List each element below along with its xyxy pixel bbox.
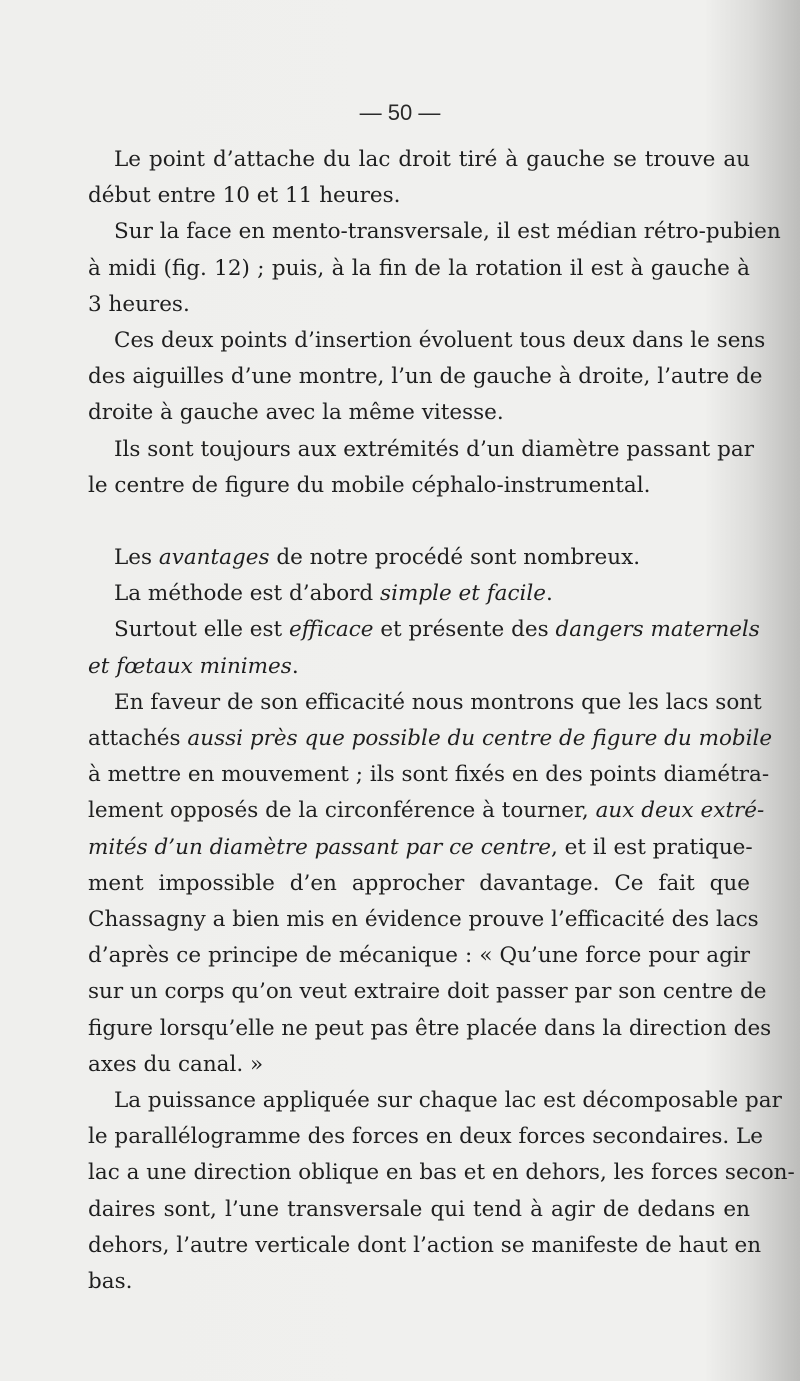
text-line: sur un corps qu’on veut extraire doit passer par son centre de <box>88 979 767 1005</box>
text-line: attachés aussi près que possible du centre de figure du mobile <box>88 726 773 752</box>
body-text <box>62 142 795 1300</box>
paragraph <box>62 142 750 214</box>
text-line: La puissance appliquée sur chaque lac est décomposable par <box>114 1088 782 1114</box>
text-line: d’après ce principe de mécanique : « Qu’une force pour agir <box>88 943 750 969</box>
text-line: des aiguilles d’une montre, l’un de gauche à droite, l’autre de <box>88 364 763 390</box>
paragraph <box>62 214 781 323</box>
text-line: Ces deux points d’insertion évoluent tous deux dans le sens <box>114 328 766 354</box>
text-line: 3 heures. <box>88 291 190 317</box>
text-line: En faveur de son efficacité nous montrons que les lacs sont <box>114 689 762 715</box>
paragraph <box>62 432 754 504</box>
paragraph <box>62 612 760 684</box>
text-line: à midi (fig. 12) ; puis, à la fin de la rotation il est à gauche à <box>88 255 750 281</box>
text-line: bas. <box>88 1269 133 1295</box>
section-gap <box>62 504 750 540</box>
text-line: daires sont, l’une transversale qui tend à agir de dedans en <box>88 1196 750 1222</box>
text-line: axes du canal. » <box>88 1051 264 1077</box>
text-line: mités d’un diamètre passant par ce centre, et il est pratique- <box>88 834 753 860</box>
text-line: à mettre en mouvement ; ils sont fixés en des points diamétra- <box>88 762 770 788</box>
text-line: ment impossible d’en approcher davantage. Ce fait que <box>88 870 750 896</box>
text-line: le parallélogramme des forces en deux forces secondaires. Le <box>88 1124 764 1150</box>
text-line: Le point d’attache du lac droit tiré à gauche se trouve au <box>114 147 750 172</box>
paragraph <box>62 540 750 576</box>
text-line: figure lorsqu’elle ne peut pas être placée dans la direction des <box>88 1015 772 1041</box>
text-line: Chassagny a bien mis en évidence prouve l’efficacité des lacs <box>88 907 759 933</box>
text-line: et fœtaux minimes. <box>88 653 299 679</box>
page-number: — 50 — <box>359 100 441 125</box>
text-line: le centre de figure du mobile céphalo-instrumental. <box>88 472 651 498</box>
paragraph <box>62 1083 795 1300</box>
text-line: Ils sont toujours aux extrémités d’un diamètre passant par <box>114 436 754 462</box>
text-line: début entre 10 et 11 heures. <box>88 183 401 209</box>
paragraph <box>62 685 773 1083</box>
text-line: Les avantages de notre procédé sont nombreux. <box>114 545 641 571</box>
text-line: droite à gauche avec la même vitesse. <box>88 400 504 426</box>
paragraph <box>62 323 766 432</box>
text-line: Sur la face en mento-transversale, il est médian rétro-pubien <box>114 219 781 245</box>
paragraph <box>62 576 750 612</box>
text-line: Surtout elle est efficace et présente des dangers maternels <box>114 617 760 643</box>
text-line: lac a une direction oblique en bas et en dehors, les forces secon- <box>88 1160 795 1186</box>
text-line: La méthode est d’abord simple et facile. <box>114 581 553 607</box>
text-line: dehors, l’autre verticale dont l’action se manifeste de haut en <box>88 1232 762 1258</box>
text-line: lement opposés de la circonférence à tourner, aux deux extré- <box>88 798 765 824</box>
